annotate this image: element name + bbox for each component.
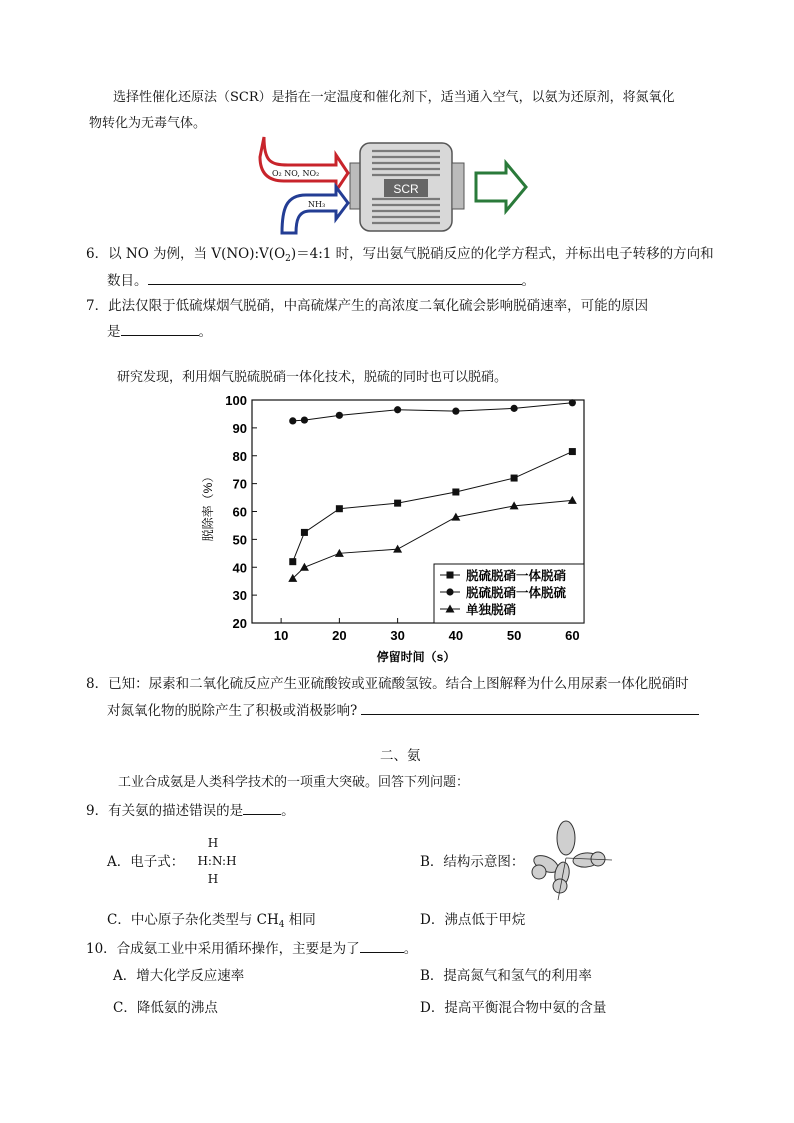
y-axis-label: 脱除率（%） bbox=[201, 470, 215, 542]
q6-line-2 bbox=[107, 270, 535, 291]
scr-diagram bbox=[258, 133, 538, 243]
q9-answer-blank[interactable] bbox=[243, 800, 281, 815]
x-axis-label: 停留时间（s） bbox=[376, 650, 456, 664]
y-tick-label: 40 bbox=[232, 560, 247, 576]
q10-option-d[interactable]: D．提高平衡混合物中氨的含量 bbox=[420, 1000, 607, 1016]
q8-answer-blank[interactable] bbox=[361, 700, 699, 715]
data-point-2 bbox=[289, 417, 296, 424]
nh3-electron-formula bbox=[197, 834, 237, 890]
q10-option-c[interactable]: C．降低氨的沸点 bbox=[113, 1000, 218, 1016]
x-tick-label: 40 bbox=[448, 628, 464, 643]
section-2-intro: 工业合成氨是人类科学技术的一项重大突破。回答下列问题： bbox=[118, 775, 470, 790]
q6-end: 。 bbox=[521, 273, 535, 289]
x-tick-label: 50 bbox=[506, 628, 522, 643]
q6-number: 6． bbox=[86, 246, 109, 262]
green-flow-arrow bbox=[476, 163, 526, 211]
q9-option-c-text-a: C．中心原子杂化类型与 CH bbox=[107, 912, 279, 928]
chart-svg bbox=[195, 388, 615, 666]
y-tick-label: 50 bbox=[232, 532, 247, 548]
lone-pair-lobe bbox=[557, 821, 575, 855]
q9-number: 9． bbox=[86, 803, 109, 819]
q6-text-a: 以 NO 为例，当 V(NO):V(O bbox=[108, 246, 286, 262]
q6-answer-blank[interactable] bbox=[148, 270, 522, 285]
q9-option-c-text-b: 相同 bbox=[284, 912, 316, 928]
series-line-1 bbox=[293, 452, 573, 562]
y-tick-label: 70 bbox=[232, 476, 247, 492]
scr-label: SCR bbox=[393, 182, 419, 196]
blue-flow-arrow bbox=[282, 187, 348, 233]
data-point-3 bbox=[393, 545, 402, 553]
q9-option-c-sub: 4 bbox=[278, 920, 285, 930]
h-atom-left bbox=[532, 865, 546, 879]
q6-line2-text: 数目。 bbox=[107, 273, 148, 289]
y-tick-label: 20 bbox=[232, 616, 247, 631]
x-tick-label: 10 bbox=[273, 628, 289, 643]
q9-option-a[interactable]: A．电子式： bbox=[107, 854, 185, 870]
nh3-structure-diagram bbox=[526, 820, 616, 902]
legend-label: 脱硫脱硝一体脱硝 bbox=[466, 569, 567, 583]
x-tick-label: 30 bbox=[390, 628, 405, 643]
data-point-2 bbox=[569, 399, 576, 406]
q7-text: 此法仅限于低硫煤烟气脱硝，中高硫煤产生的高浓度二氧化硫会影响脱硝速率，可能的原因 bbox=[108, 298, 649, 314]
q10-text: 合成氨工业中采用循环操作，主要是为了 bbox=[116, 941, 360, 957]
q10-number: 10． bbox=[86, 941, 117, 957]
data-point-1 bbox=[569, 448, 576, 455]
q10-stem bbox=[86, 938, 417, 959]
q7-end: 。 bbox=[198, 324, 212, 340]
data-point-1 bbox=[289, 558, 296, 565]
section-2-title: 二、氨 bbox=[380, 748, 421, 764]
data-point-2 bbox=[452, 408, 459, 415]
series-line-2 bbox=[293, 403, 573, 421]
gas-in-1-label: O₂ NO, NO₂ bbox=[272, 169, 320, 178]
data-point-1 bbox=[452, 488, 459, 495]
q8-line-1 bbox=[86, 674, 689, 694]
data-point-3 bbox=[300, 563, 309, 571]
q6-line-1 bbox=[86, 244, 714, 269]
q9-text: 有关氨的描述错误的是 bbox=[108, 803, 244, 819]
q8-line-2 bbox=[107, 700, 699, 721]
y-tick-label: 80 bbox=[232, 448, 247, 464]
q6-subscript: 2 bbox=[285, 254, 291, 264]
q10-option-a[interactable]: A．增大化学反应速率 bbox=[113, 968, 245, 984]
legend-label: 单独脱硝 bbox=[466, 603, 517, 617]
scr-reactor bbox=[350, 143, 464, 231]
removal-rate-chart bbox=[195, 388, 615, 666]
legend-label: 脱硫脱硝一体脱硫 bbox=[466, 586, 567, 600]
formula-middle: H:N:H bbox=[197, 854, 237, 868]
q8-line2-text: 对氮氧化物的脱除产生了积极或消极影响? bbox=[107, 703, 358, 719]
q9-option-d[interactable]: D．沸点低于甲烷 bbox=[420, 912, 526, 928]
data-point-1 bbox=[394, 500, 401, 507]
data-point-2 bbox=[394, 406, 401, 413]
q10-end: 。 bbox=[403, 941, 418, 957]
gas-in-2-label: NH₃ bbox=[308, 200, 326, 209]
q9-option-b[interactable]: B．结构示意图： bbox=[420, 854, 525, 870]
legend-marker bbox=[446, 588, 453, 595]
q6-text-b: )＝4:1 时，写出氨气脱硝反应的化学方程式，并标出电子转移的方向和 bbox=[290, 246, 714, 262]
y-tick-label: 60 bbox=[232, 504, 247, 520]
data-point-2 bbox=[301, 416, 308, 423]
q7-line2-text: 是 bbox=[107, 324, 121, 340]
data-point-2 bbox=[511, 405, 518, 412]
x-tick-label: 60 bbox=[565, 628, 580, 643]
q10-answer-blank[interactable] bbox=[360, 938, 404, 953]
data-point-3 bbox=[568, 496, 577, 504]
intro-line-2: 物转化为无毒气体。 bbox=[89, 116, 207, 131]
q8-text: 已知：尿素和二氧化硫反应产生亚硫酸铵或亚硫酸氢铵。结合上图解释为什么用尿素一体化脱硝时 bbox=[108, 676, 689, 692]
q7-answer-blank[interactable] bbox=[121, 321, 199, 336]
q10-option-b[interactable]: B．提高氮气和氢气的利用率 bbox=[420, 968, 592, 984]
data-point-2 bbox=[336, 412, 343, 419]
q9-end: 。 bbox=[281, 803, 295, 819]
q9-option-c[interactable] bbox=[107, 910, 316, 935]
data-point-1 bbox=[336, 505, 343, 512]
q8-number: 8． bbox=[86, 676, 109, 692]
y-tick-label: 90 bbox=[232, 420, 247, 436]
y-tick-label: 100 bbox=[225, 393, 247, 408]
q7-number: 7． bbox=[86, 298, 109, 314]
q7-line-1 bbox=[86, 296, 648, 316]
x-tick-label: 20 bbox=[332, 628, 347, 643]
q9-stem bbox=[86, 800, 295, 821]
formula-h-bottom: H bbox=[207, 872, 219, 886]
legend-marker bbox=[447, 572, 454, 579]
intro-line-1: 选择性催化还原法（SCR）是指在一定温度和催化剂下，适当通入空气，以氨为还原剂，将氮氧化 bbox=[113, 90, 675, 105]
data-point-1 bbox=[511, 475, 518, 482]
formula-h-top: H bbox=[207, 836, 219, 850]
q7-line-2 bbox=[107, 321, 212, 342]
study-text: 研究发现，利用烟气脱硫脱硝一体化技术，脱硫的同时也可以脱硝。 bbox=[117, 370, 508, 385]
y-tick-label: 30 bbox=[232, 588, 247, 604]
data-point-1 bbox=[301, 529, 308, 536]
